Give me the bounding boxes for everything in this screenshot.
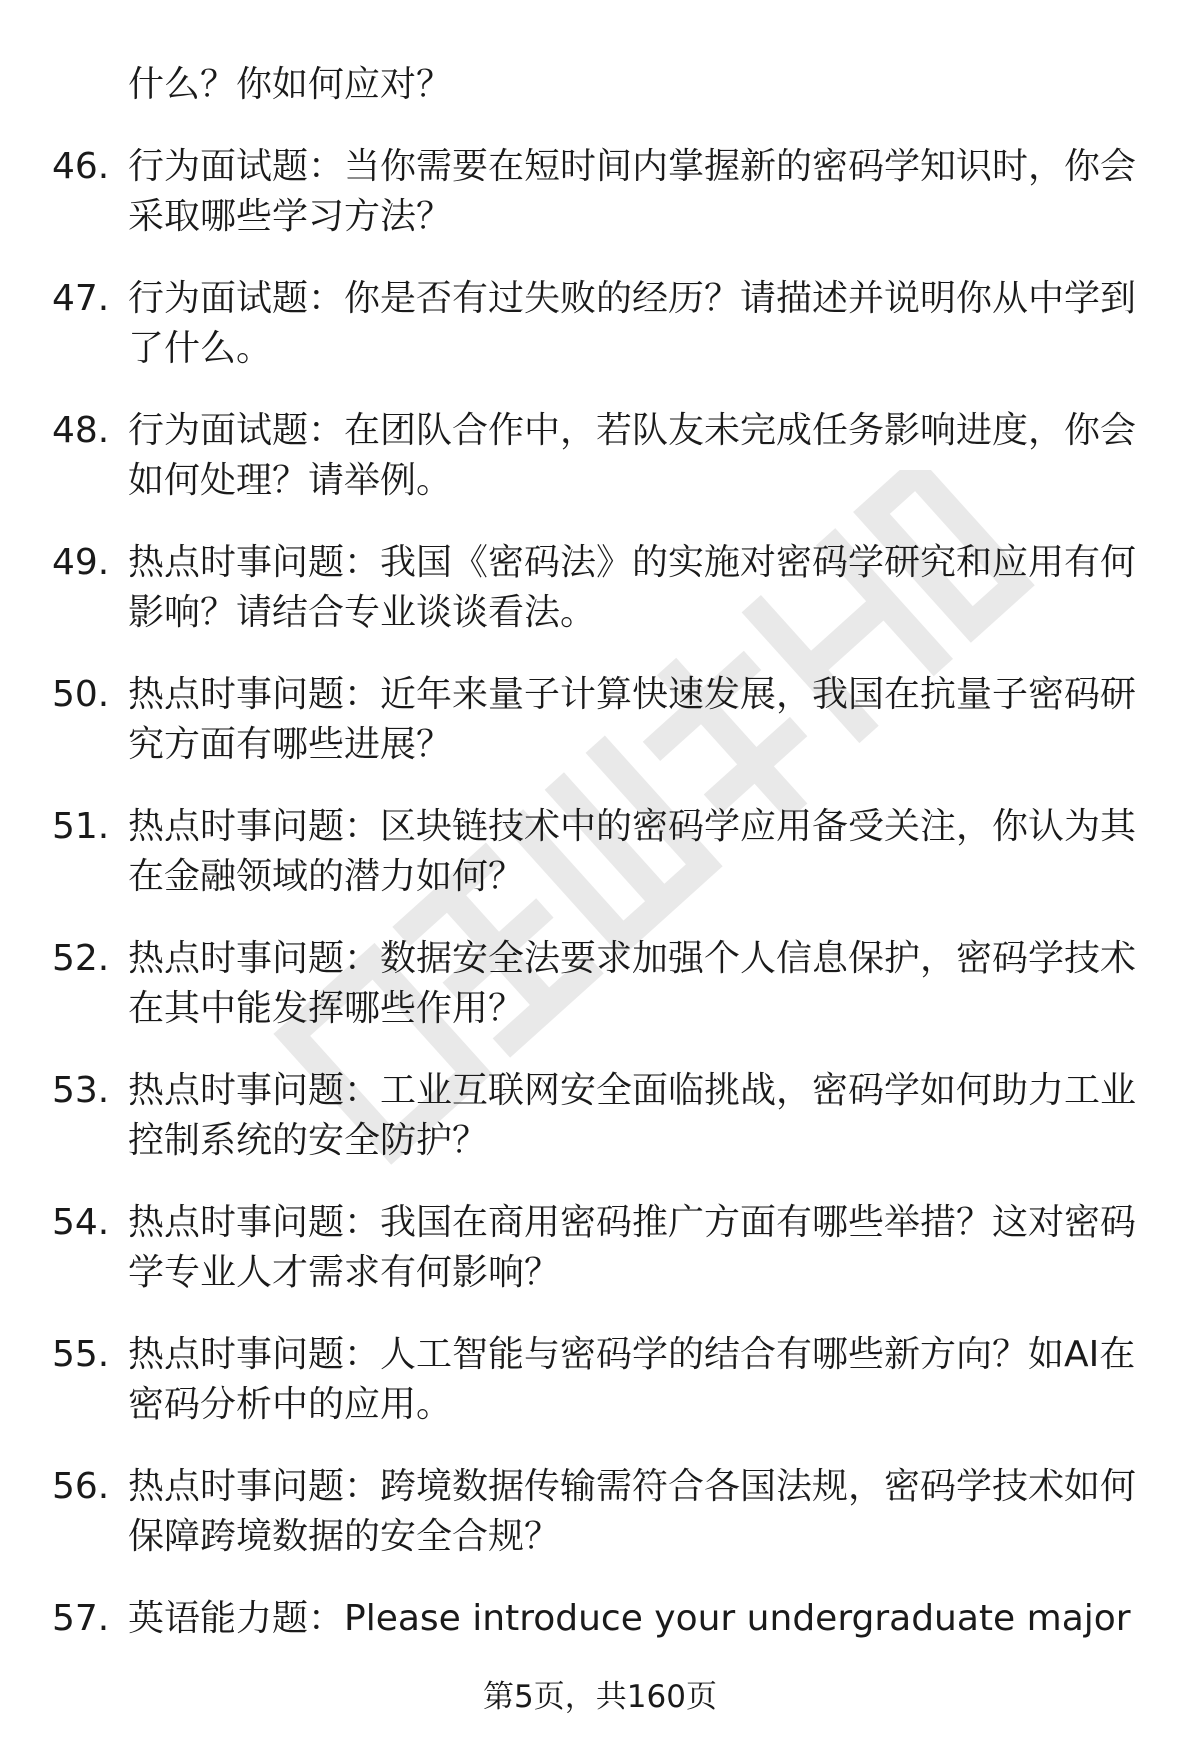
question-text: 热点时事问题：工业互联网安全面临挑战，密码学如何助力工业控制系统的安全防护？: [128, 1070, 1137, 1161]
question-text: 热点时事问题：我国《密码法》的实施对密码学研究和应用有何影响？请结合专业谈谈看法。: [128, 542, 1137, 633]
question-number: 49.: [52, 542, 110, 583]
question-number: 55.: [52, 1334, 110, 1375]
question-number: 46.: [52, 146, 110, 187]
question-number: 57.: [52, 1598, 110, 1639]
question-text: 热点时事问题：数据安全法要求加强个人信息保护，密码学技术在其中能发挥哪些作用？: [128, 938, 1137, 1029]
page-footer: 第5页，共160页: [483, 1679, 717, 1715]
question-text: 热点时事问题：近年来量子计算快速发展，我国在抗量子密码研究方面有哪些进展？: [128, 674, 1137, 765]
question-item: [0, 1462, 1200, 1594]
question-item: [0, 406, 1200, 538]
question-number: 50.: [52, 674, 110, 715]
question-text: 行为面试题：当你需要在短时间内掌握新的密码学知识时，你会采取哪些学习方法？: [128, 146, 1137, 237]
question-text: 热点时事问题：跨境数据传输需符合各国法规，密码学技术如何保障跨境数据的安全合规？: [128, 1466, 1137, 1557]
question-text: 热点时事问题：区块链技术中的密码学应用备受关注，你认为其在金融领域的潜力如何？: [128, 806, 1137, 897]
question-number: 47.: [52, 278, 110, 319]
question-number: 52.: [52, 938, 110, 979]
question-item: [0, 934, 1200, 1066]
question-number: 48.: [52, 410, 110, 451]
question-item: [0, 538, 1200, 670]
continuation-text: 什么？你如何应对？: [128, 64, 453, 105]
question-item: [0, 1330, 1200, 1462]
question-number: 51.: [52, 806, 110, 847]
question-text: 热点时事问题：我国在商用密码推广方面有哪些举措？这对密码学专业人才需求有何影响？: [128, 1202, 1137, 1293]
question-text: 英语能力题：Please introduce your undergraduate major: [128, 1598, 1131, 1639]
question-item: [0, 802, 1200, 934]
question-item: [0, 1066, 1200, 1198]
question-item: [0, 1198, 1200, 1330]
question-text: 行为面试题：你是否有过失败的经历？请描述并说明你从中学到了什么。: [128, 278, 1137, 369]
question-item: [0, 142, 1200, 274]
question-list: [0, 142, 1200, 1726]
question-text: 行为面试题：在团队合作中，若队友未完成任务影响进度，你会如何处理？请举例。: [128, 410, 1137, 501]
question-item: [0, 274, 1200, 406]
question-item: [0, 670, 1200, 802]
question-number: 53.: [52, 1070, 110, 1111]
question-number: 54.: [52, 1202, 110, 1243]
question-number: 56.: [52, 1466, 110, 1507]
question-text: 热点时事问题：人工智能与密码学的结合有哪些新方向？如AI在密码分析中的应用。: [128, 1334, 1136, 1425]
